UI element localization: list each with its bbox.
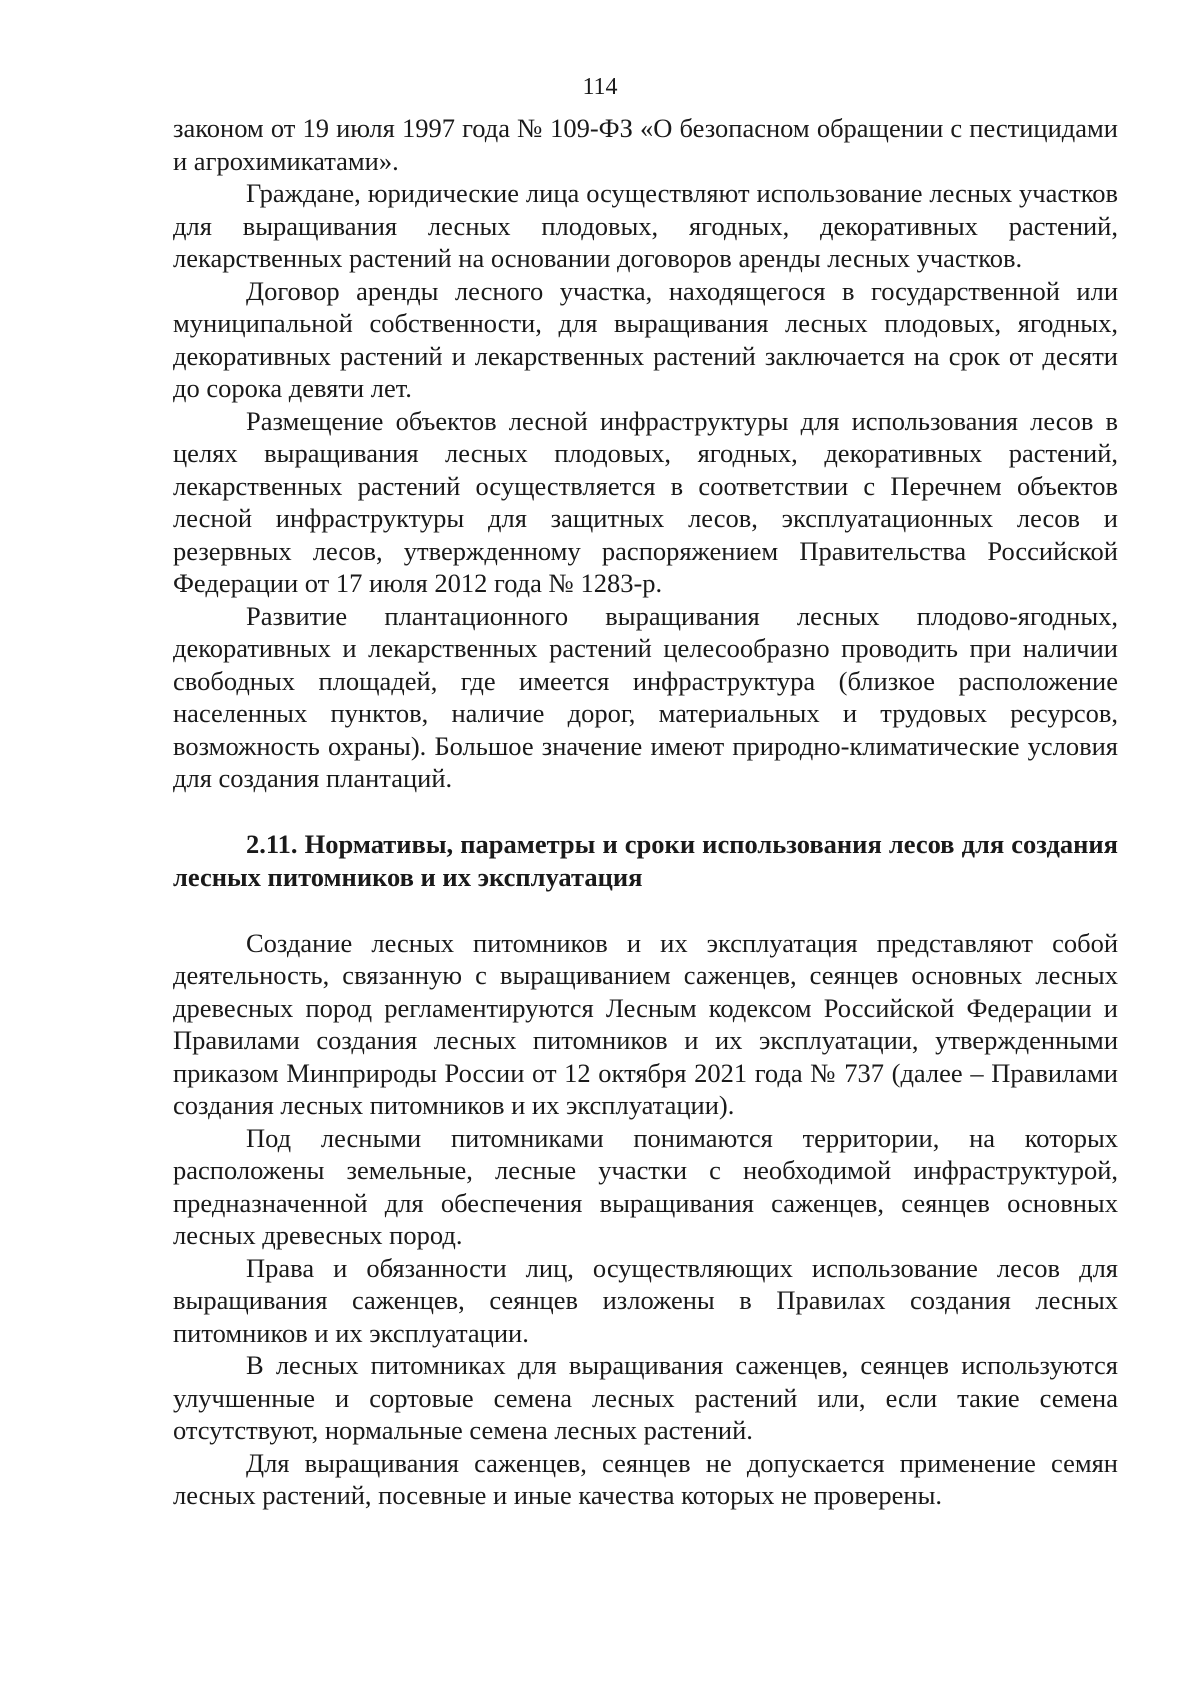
paragraph: Граждане, юридические лица осуществляют использование лесных участков для выращивания лесных плодовых, ягодных, декоративных растений, лекарственных растений на основании договоров аренды лесных участков. [173, 178, 1118, 273]
section-heading: 2.11. Нормативы, параметры и сроки использования лесов для создания лесных питомников и их эксплуатация [173, 828, 1118, 892]
paragraph: В лесных питомниках для выращивания саженцев, сеянцев используются улучшенные и сортовые семена лесных растений или, если такие семена отсутствуют, нормальные семена лесных растений. [173, 1350, 1118, 1445]
paragraph: Права и обязанности лиц, осуществляющих использование лесов для выращивания саженцев, сеянцев изложены в Правилах создания лесных питомников и их эксплуатации. [173, 1252, 1118, 1348]
paragraph-continuation: законом от 19 июля 1997 года № 109-ФЗ «О безопасном обращении с пестицидами и агрохимикатами». [173, 113, 1118, 176]
document-body [173, 112, 1118, 1512]
paragraph: Создание лесных питомников и их эксплуатация представляют собой деятельность, связанную с выращиванием саженцев, сеянцев основных лесных древесных пород регламентируются Лесным кодексом Российской Федерации и Правилами создания лесных питомников и их эксплуатации, утвержденными приказом Минприроды России от 12 октября 2021 года № 737 (далее – Правилами создания лесных питомников и их эксплуатации). [173, 927, 1118, 1120]
page-number: 114 [582, 74, 618, 100]
paragraph: Под лесными питомниками понимаются территории, на которых расположены земельные, лесные участки с необходимой инфраструктурой, предназначенной для обеспечения выращивания саженцев, сеянцев основных лесных древесных пород. [173, 1122, 1118, 1250]
paragraph: Для выращивания саженцев, сеянцев не допускается применение семян лесных растений, посевные и иные качества которых не проверены. [173, 1447, 1118, 1510]
paragraph: Развитие плантационного выращивания лесных плодово-ягодных, декоративных и лекарственных растений целесообразно проводить при наличии свободных площадей, где имеется инфраструктура (близкое расположение населенных пунктов, наличие дорог, материальных и трудовых ресурсов, возможность охраны). Большое значение имеют природно-климатические условия для создания плантаций. [173, 600, 1118, 793]
paragraph: Размещение объектов лесной инфраструктуры для использования лесов в целях выращивания лесных плодовых, ягодных, декоративных растений, лекарственных растений осуществляется в соответствии с Перечнем объектов лесной инфраструктуры для защитных лесов, эксплуатационных лесов и резервных лесов, утвержденному распоряжением Правительства Российской Федерации от 17 июля 2012 года № 1283-р. [173, 405, 1118, 598]
paragraph: Договор аренды лесного участка, находящегося в государственной или муниципальной собственности, для выращивания лесных плодовых, ягодных, декоративных растений и лекарственных растений заключается на срок от десяти до сорока девяти лет. [173, 275, 1118, 403]
